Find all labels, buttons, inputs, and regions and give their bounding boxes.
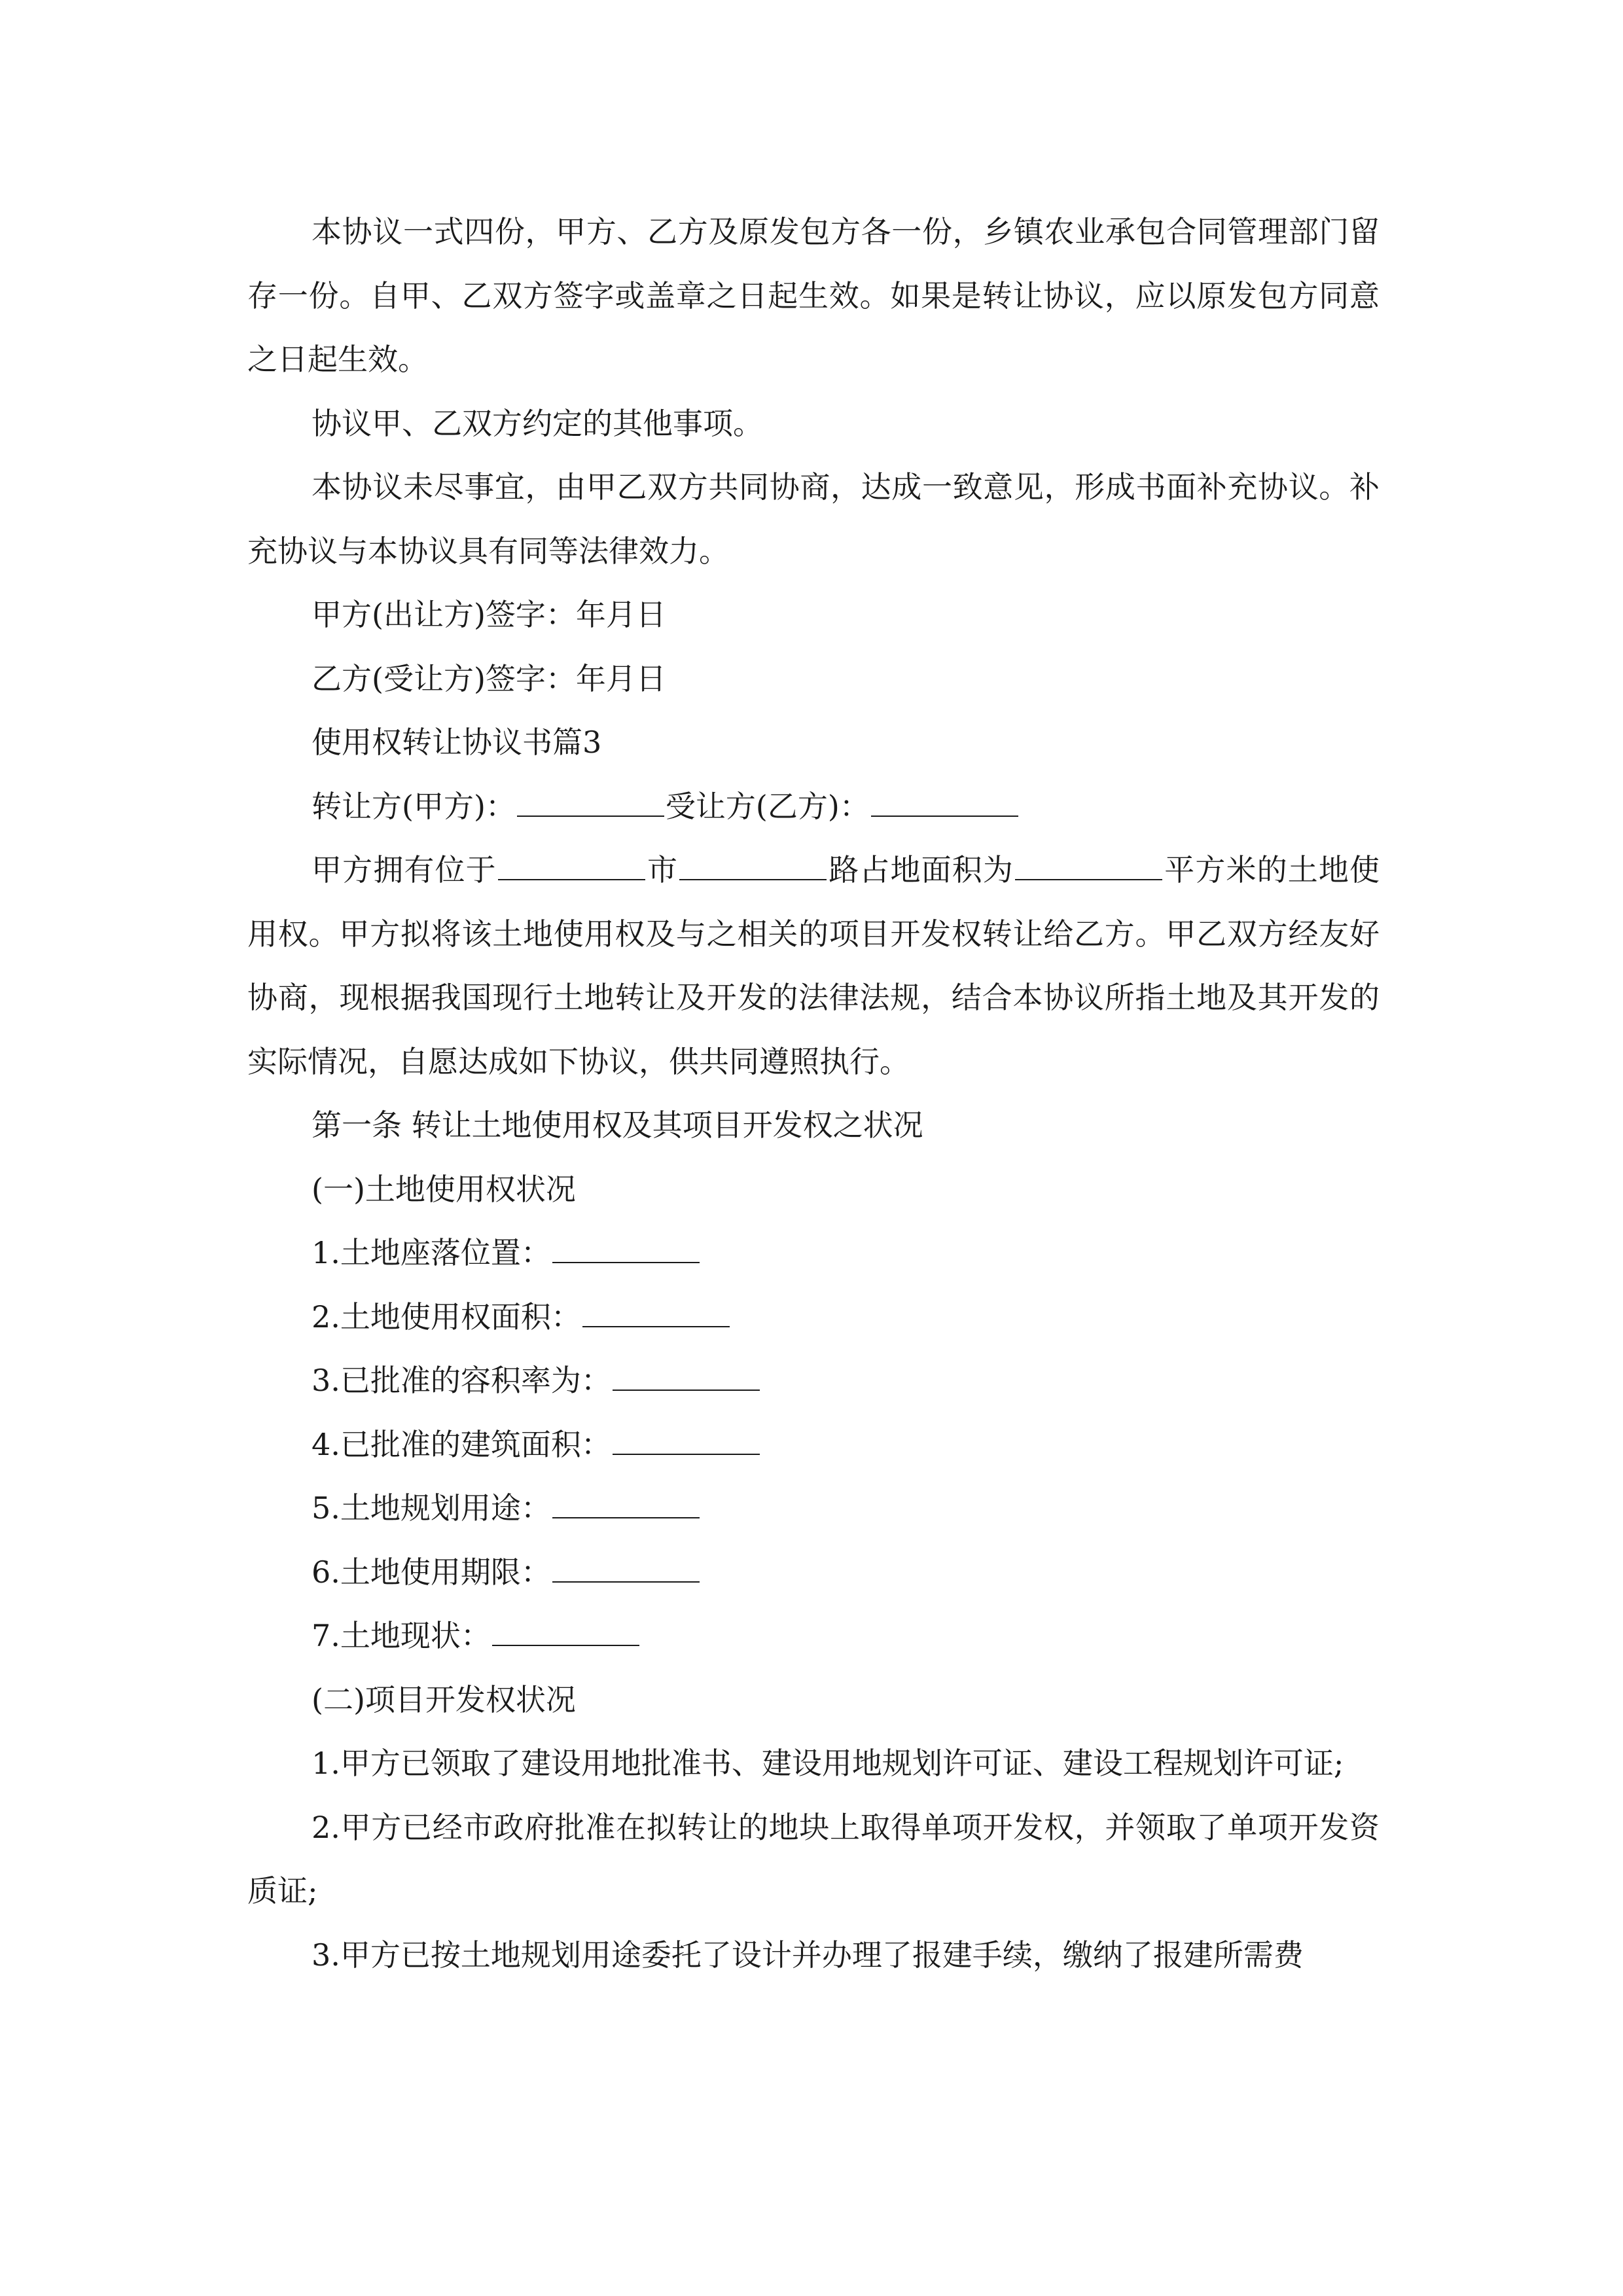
land-item-blank	[552, 1552, 700, 1583]
party-b-signature-line: 乙方(受让方)签字：年月日	[312, 660, 666, 696]
land-item-blank	[552, 1233, 700, 1263]
article-1-title: 第一条 转让土地使用权及其项目开发权之状况	[312, 1107, 923, 1143]
area-blank	[1015, 850, 1162, 880]
transferee-label: 受让方(乙方)：	[665, 788, 870, 824]
parties-line	[247, 775, 1380, 839]
land-item-blank	[552, 1488, 700, 1518]
location-part-1: 甲方拥有位于	[312, 852, 497, 888]
land-item-blank	[582, 1297, 730, 1327]
land-item-blank	[613, 1425, 760, 1455]
land-item	[247, 1285, 1380, 1350]
location-part-3: 路占地面积为	[828, 852, 1014, 888]
land-item	[247, 1221, 1380, 1285]
dev-item: 3.甲方已按土地规划用途委托了设计并办理了报建手续，缴纳了报建所需费	[312, 1937, 1304, 1973]
land-item-label: 4.已批准的建筑面积：	[312, 1426, 611, 1462]
dev-item: 2.甲方已经市政府批准在拟转让的地块上取得单项开发权，并领取了单项开发资质证;	[247, 1809, 1380, 1909]
other-matters-paragraph: 协议甲、乙双方约定的其他事项。	[312, 405, 763, 441]
section-2-title: (二)项目开发权状况	[312, 1681, 576, 1717]
land-item-label: 5.土地规划用途：	[312, 1490, 551, 1526]
land-item-blank	[492, 1616, 639, 1646]
section-heading: 使用权转让协议书篇3	[312, 725, 602, 760]
location-part-2: 市	[646, 852, 679, 888]
party-a-signature-line: 甲方(出让方)签字：年月日	[312, 597, 666, 632]
land-item	[247, 1349, 1380, 1413]
location-part-4: 平方米的土地使用权。甲方拟将该土地使用权及与之相关的项目开发权转让给乙方。甲乙双方经友好协商，现根据我国现行土地转让及开发的法律法规，结合本协议所指土地及其开发的实际情况，自愿达成如下协议，供共同遵照执行。	[247, 852, 1380, 1079]
land-item	[247, 1477, 1380, 1541]
copies-paragraph: 本协议一式四份，甲方、乙方及原发包方各一份，乡镇农业承包合同管理部门留存一份。自甲、乙双方签字或盖章之日起生效。如果是转让协议，应以原发包方同意之日起生效。	[247, 214, 1380, 377]
land-item-blank	[613, 1361, 760, 1391]
land-item-label: 1.土地座落位置：	[312, 1235, 551, 1270]
land-item	[247, 1413, 1380, 1477]
document-body	[247, 200, 1380, 1987]
land-item	[247, 1541, 1380, 1605]
road-blank	[679, 850, 827, 880]
transferor-label: 转让方(甲方)：	[312, 788, 516, 824]
land-item-label: 2.土地使用权面积：	[312, 1299, 581, 1335]
dev-item: 1.甲方已领取了建设用地批准书、建设用地规划许可证、建设工程规划许可证;	[312, 1746, 1344, 1781]
land-item-label: 6.土地使用期限：	[312, 1554, 551, 1590]
land-item	[247, 1604, 1380, 1668]
land-item-label: 7.土地现状：	[312, 1618, 491, 1653]
location-paragraph	[247, 838, 1380, 1094]
transferor-blank	[517, 787, 664, 817]
section-1-title: (一)土地使用权状况	[312, 1171, 576, 1207]
transferee-blank	[871, 787, 1018, 817]
city-blank	[498, 850, 645, 880]
supplementary-paragraph: 本协议未尽事宜，由甲乙双方共同协商，达成一致意见，形成书面补充协议。补充协议与本协议具有同等法律效力。	[247, 469, 1380, 569]
land-item-label: 3.已批准的容积率为：	[312, 1363, 611, 1398]
